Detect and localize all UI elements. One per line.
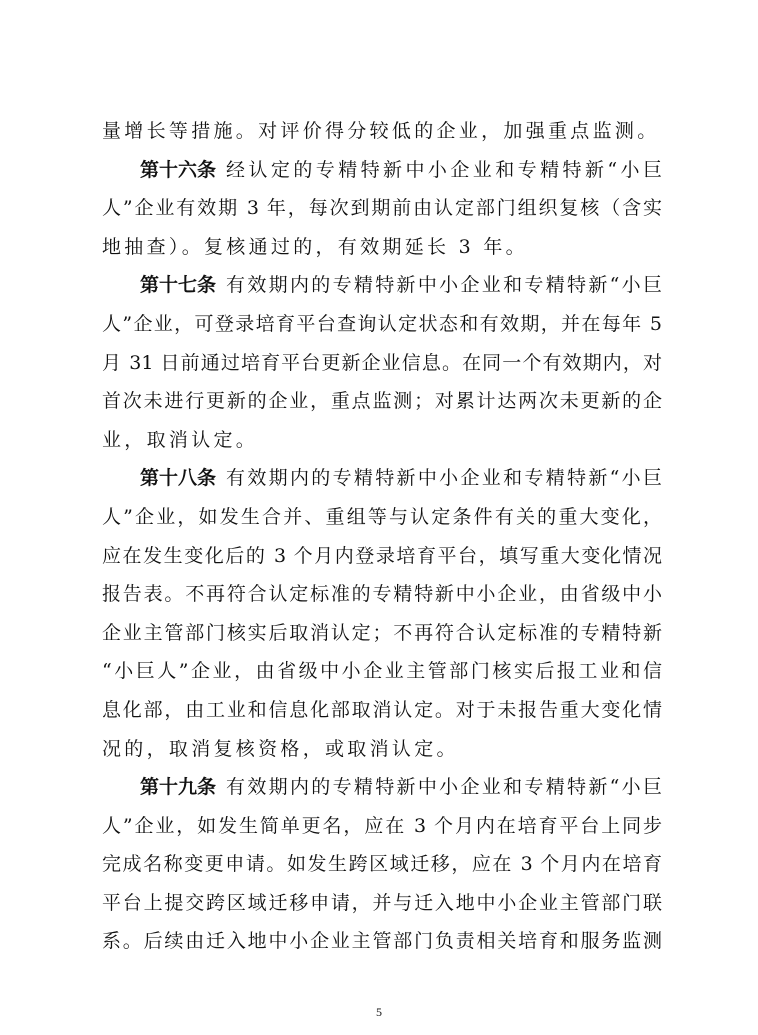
paragraph-text: 有效期内的专精特新中小企业和专精特新“小巨 (226, 274, 662, 297)
paragraph-text: 首次未进行更新的企业，重点监测；对累计达两次未更新的企 (102, 390, 662, 413)
paragraph-text: 完成名称变更申请。如发生跨区域迁移，应在 3 个月内在培育 (102, 853, 662, 876)
text-line (102, 228, 662, 267)
text-line (102, 112, 662, 151)
page-number: 5 (376, 1005, 382, 1019)
text-line (102, 459, 662, 498)
paragraph-text: 系。后续由迁入地中小企业主管部门负责相关培育和服务监测 (102, 930, 662, 953)
paragraph-text: 报告表。不再符合认定标准的专精特新中小企业，由省级中小 (102, 583, 662, 606)
article-heading: 第十六条 (140, 158, 217, 181)
text-line (102, 537, 662, 576)
paragraph-text: 地抽查）。复核通过的，有效期延长 3 年。 (102, 235, 528, 258)
paragraph-text: 业，取消认定。 (102, 428, 259, 451)
text-line (102, 421, 662, 460)
text-line (102, 845, 662, 884)
text-line (102, 344, 662, 383)
paragraph-text: 有效期内的专精特新中小企业和专精特新“小巨 (226, 467, 662, 490)
text-line (102, 730, 662, 769)
text-line (102, 884, 662, 923)
paragraph-text: 况的，取消复核资格，或取消认定。 (102, 737, 459, 760)
paragraph-text: “小巨人”企业，由省级中小企业主管部门核实后报工业和信 (102, 660, 662, 683)
text-line (102, 691, 662, 730)
paragraph-text: 量增长等措施。对评价得分较低的企业，加强重点监测。 (102, 120, 660, 142)
text-line (102, 305, 662, 344)
paragraph-text: 人”企业有效期 3 年，每次到期前由认定部门组织复核（含实 (102, 197, 662, 220)
text-line (102, 575, 662, 614)
text-line (102, 382, 662, 421)
paragraph-text: 平台上提交跨区域迁移申请，并与迁入地中小企业主管部门联 (102, 891, 662, 914)
document-body (102, 112, 662, 961)
text-line (102, 151, 662, 190)
text-line (102, 614, 662, 653)
paragraph-text: 企业主管部门核实后取消认定；不再符合认定标准的专精特新 (102, 621, 662, 644)
article-heading: 第十七条 (140, 274, 217, 297)
paragraph-text: 月 31 日前通过培育平台更新企业信息。在同一个有效期内，对 (102, 351, 662, 374)
paragraph-text: 有效期内的专精特新中小企业和专精特新“小巨 (226, 776, 662, 799)
text-line (102, 922, 662, 961)
paragraph-text: 息化部，由工业和信息化部取消认定。对于未报告重大变化情 (102, 698, 662, 721)
paragraph-text: 人”企业，可登录培育平台查询认定状态和有效期，并在每年 5 (102, 312, 662, 335)
article-heading: 第十八条 (140, 467, 217, 490)
article-heading: 第十九条 (140, 776, 217, 799)
paragraph-text: 人”企业，如发生合并、重组等与认定条件有关的重大变化， (102, 505, 662, 528)
text-line (102, 807, 662, 846)
text-line (102, 652, 662, 691)
text-line (102, 189, 662, 228)
paragraph-text: 人”企业，如发生简单更名，应在 3 个月内在培育平台上同步 (102, 814, 662, 837)
text-line (102, 266, 662, 305)
text-line (102, 498, 662, 537)
text-line (102, 768, 662, 807)
paragraph-text: 经认定的专精特新中小企业和专精特新“小巨 (226, 158, 662, 181)
paragraph-text: 应在发生变化后的 3 个月内登录培育平台，填写重大变化情况 (102, 544, 662, 567)
